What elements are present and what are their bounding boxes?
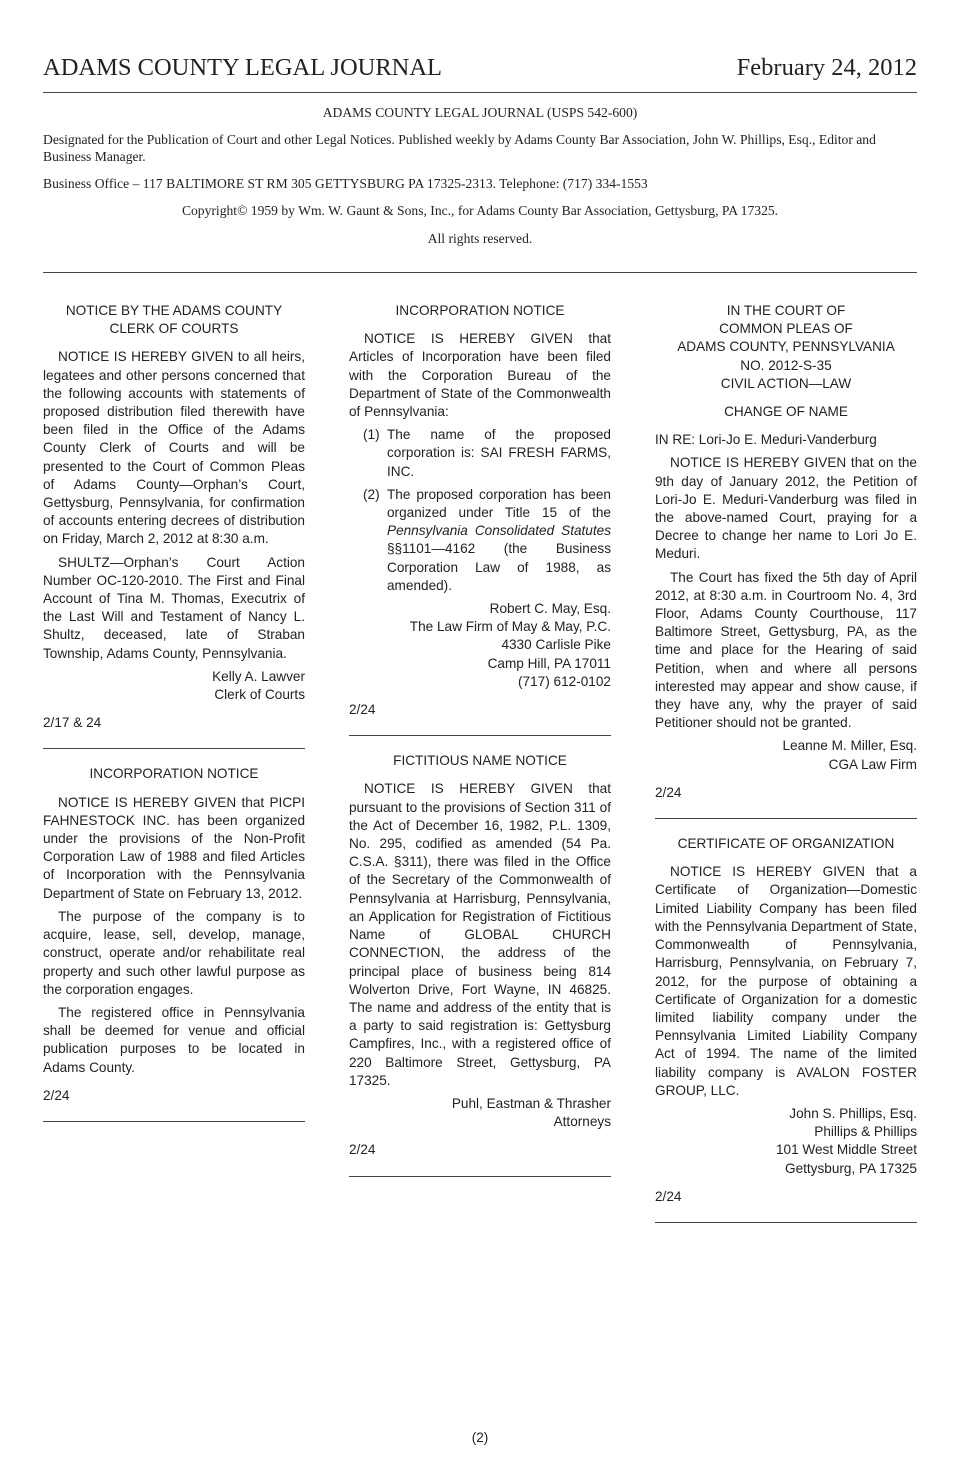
page-number: (2) (471, 1430, 489, 1445)
notice-paragraph: The Court has fixed the 5th day of April 2012, at 8:30 a.m. in Courtroom No. 4, 3rd Floor, Adams County Courthouse, 117 Baltimore Street, Gettysburg, PA, as the time and place for the Hearing of said Petition, when and where all persons interested may appear and show cause, if they have any, why the prayer of said Petitioner should not be granted. (655, 569, 917, 731)
notice-divider (43, 1121, 305, 1122)
designation-text: Designated for the Publication of Court and other Legal Notices. Published weekly by Adams County Bar Association, John W. Phillips, Esq., Editor and Business Manager. (43, 132, 876, 164)
publication-info (43, 104, 917, 247)
notice-paragraph: SHULTZ—Orphan’s Court Action Number OC-120-2010. The First and Final Account of Tina M. Thomas, Executrix of the Last Will and Testament of Nancy L. Shultz, deceased, late of Straban Township, Adams County, Pennsylvania. (43, 554, 305, 661)
certificate-of-organization-notice (655, 835, 917, 1206)
notice-divider (655, 1222, 917, 1223)
signature-block: Puhl, Eastman & Thrasher Attorneys (451, 1095, 611, 1130)
header-divider (43, 272, 917, 273)
change-of-name-notice (655, 302, 917, 802)
notice-paragraph: NOTICE IS HEREBY GIVEN that PICPI FAHNESTOCK INC. has been organized under the provisions of the Non-Profit Corporation Law of 1988 and filed Articles of Incorporation with the Pennsylvania Department of State on February 13, 2012. (43, 794, 305, 901)
journal-title: ADAMS COUNTY LEGAL JOURNAL (43, 54, 443, 81)
notice-paragraph: NOTICE IS HEREBY GIVEN to all heirs, legatees and other persons concerned that the following accounts with statements of proposed distribution filed therewith have been filed in the Office of the Adams County Clerk of Courts and will be presented to the Court of Common Pleas of Adams County—Orphan’s Court, Gettysburg, Pennsylvania, for confirmation of accounts entering decrees of distribution on Friday, March 2, 2012 at 8:30 a.m. (43, 349, 305, 547)
notice-heading: CERTIFICATE OF ORGANIZATION (677, 836, 895, 852)
notice-divider (655, 818, 917, 819)
in-re-line: IN RE: Lori-Jo E. Meduri-Vanderburg (655, 432, 877, 448)
publication-dates: 2/24 (349, 702, 376, 718)
numbered-list (349, 426, 611, 595)
publication-dates: 2/24 (655, 784, 682, 800)
business-office: Business Office – 117 BALTIMORE ST RM 305 GETTYSBURG PA 17325-2313. Telephone: (717) 334-1553 (43, 176, 648, 191)
publication-dates: 2/24 (349, 1142, 376, 1158)
notice-paragraph: NOTICE IS HEREBY GIVEN that a Certificate of Organization—Domestic Limited Liability Company has been filed with the Pennsylvania Department of State, Commonwealth of Pennsylvania, Harrisburg, Pennsylvania, on February 7, 2012, for the purpose of obtaining a Certificate of Organization for a domestic limited liability company under the Pennsylvania Limited Liability Company Act of 1994. The name of the limited liability company is AVALON FOSTER GROUP, LLC. (655, 864, 917, 1098)
column-1 (43, 302, 305, 1138)
notice-divider (43, 748, 305, 749)
notice-heading: IN THE COURT OF COMMON PLEAS OF ADAMS COUNTY, PENNSYLVANIA NO. 2012-S-35 CIVIL ACTION—LAW (677, 303, 895, 391)
incorporation-notice-sai (349, 302, 611, 719)
signature-block: Kelly A. Lawver Clerk of Courts (212, 668, 305, 703)
notice-divider (349, 735, 611, 736)
publication-dates: 2/17 & 24 (43, 715, 102, 731)
issue-date: February 24, 2012 (736, 54, 917, 81)
masthead (43, 52, 917, 93)
column-3 (655, 302, 917, 1239)
notice-heading: FICTITIOUS NAME NOTICE (393, 753, 567, 769)
notice-paragraph: NOTICE IS HEREBY GIVEN that Articles of Incorporation have been filed with the Corporation Bureau of the Department of State of the Commonwealth of Pennsylvania: (349, 331, 611, 420)
column-2 (349, 302, 611, 1193)
fictitious-name-notice (349, 752, 611, 1159)
notice-heading: INCORPORATION NOTICE (89, 766, 259, 782)
notice-paragraph: The registered office in Pennsylvania shall be deemed for venue and official publication purposes to be located in Adams County. (43, 1004, 305, 1075)
notice-heading: INCORPORATION NOTICE (395, 303, 565, 318)
notice-paragraph: The purpose of the company is to acquire, lease, sell, develop, manage, construct, operate and/or rehabilitate real property and such other lawful purpose as the corporation engages. (43, 908, 305, 997)
publication-dates: 2/24 (43, 1087, 70, 1103)
notice-heading: NOTICE BY THE ADAMS COUNTY CLERK OF COURTS (65, 303, 283, 337)
notice-divider (349, 1176, 611, 1177)
signature-block: Leanne M. Miller, Esq. CGA Law Firm (782, 738, 917, 772)
rights-line: All rights reserved. (427, 231, 533, 246)
signature-block: John S. Phillips, Esq. Phillips & Phillips 101 West Middle Street Gettysburg, PA 17325 (775, 1105, 917, 1176)
notice-subheading: CHANGE OF NAME (724, 404, 848, 420)
list-item: (1) The name of the proposed corporation is: SAI FRESH FARMS, INC. (363, 427, 611, 479)
incorporation-notice-picpi (43, 765, 305, 1104)
signature-block: Robert C. May, Esq. The Law Firm of May & May, P.C. 4330 Carlisle Pike Camp Hill, PA 17011 (717) 612-0102 (409, 601, 611, 689)
notice-paragraph: NOTICE IS HEREBY GIVEN that pursuant to the provisions of Section 311 of the Act of December 16, 1982, P.L. 1309, No. 295, codified as amended (54 Pa. C.S.A. §311), there was filed in the Office of the Secretary of the Commonwealth of Pennsylvania at Harrisburg, Pennsylvania, an Application for Registration of Fictitious Name of GLOBAL CHURCH CONNECTION, the address of the principal place of business being 814 Wolverton Drive, Fort Wayne, IN 46825. The name and address of the entity that is a party to said registration is: Gettysburg Campfires, Inc., with a registered office of 220 Baltimore Street, Gettysburg, PA 17325. (349, 781, 611, 1088)
publication-line: ADAMS COUNTY LEGAL JOURNAL (USPS 542-600) (322, 105, 638, 120)
list-item: (2) The proposed corporation has been organized under Title 15 of the Pennsylvania Consolidated Statutes §§1101—4162 (the Business Corporation Law of 1988, as amended). (363, 486, 611, 593)
notice-paragraph: NOTICE IS HEREBY GIVEN that on the 9th day of January 2012, the Petition of Lori-Jo E. Meduri-Vanderburg was filed in the above-named Court, praying for a Decree to change her name to Lori Jo E. Meduri. (655, 455, 917, 562)
publication-dates: 2/24 (655, 1188, 682, 1204)
copyright-line: Copyright© 1959 by Wm. W. Gaunt & Sons, Inc., for Adams County Bar Association, Gettysburg, PA 17325. (181, 203, 779, 218)
clerk-of-courts-notice (43, 302, 305, 732)
